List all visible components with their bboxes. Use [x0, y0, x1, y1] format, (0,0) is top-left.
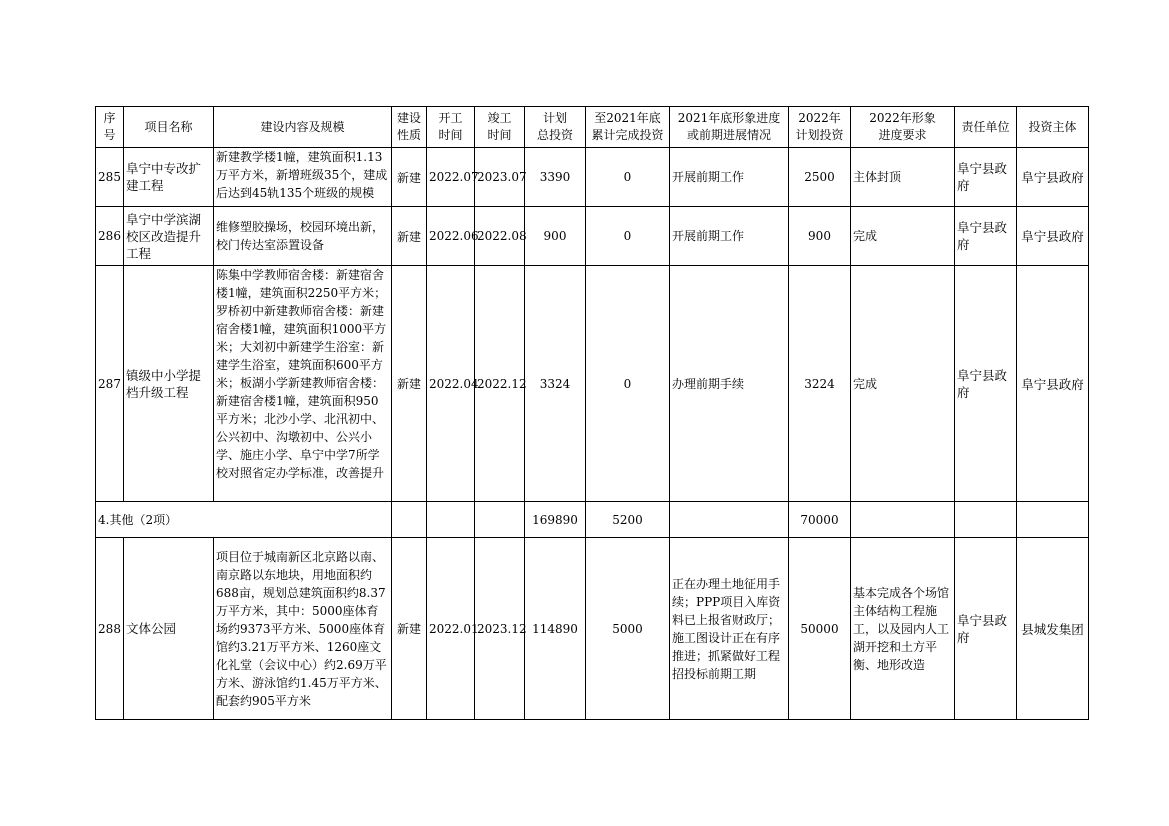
cell-finish: 2022.12: [475, 266, 525, 502]
investment-plan-table: [95, 106, 1089, 720]
header-finish: 竣工 时间: [475, 107, 525, 148]
cell-no: 286: [96, 207, 124, 266]
cell-unit: 阜宁县政府: [955, 538, 1017, 720]
cell-content: 新建教学楼1幢，建筑面积1.13万平方米，新增班级35个，建成后达到45轨135个班级的规模: [214, 148, 392, 207]
cell-name: 文体公园: [124, 538, 214, 720]
section-label: 4.其他（2项）: [96, 502, 392, 538]
section-empty: [955, 502, 1017, 538]
cell-done-2021: 0: [586, 148, 670, 207]
cell-done-2021: 0: [586, 207, 670, 266]
cell-done-2021: 5000: [586, 538, 670, 720]
cell-nature: 新建: [392, 538, 427, 720]
cell-no: 285: [96, 148, 124, 207]
cell-req-2022: 主体封顶: [851, 148, 955, 207]
cell-plan-total: 3390: [525, 148, 586, 207]
cell-plan-2022: 900: [789, 207, 851, 266]
cell-name: 阜宁中学滨湖校区改造提升工程: [124, 207, 214, 266]
cell-finish: 2022.08: [475, 207, 525, 266]
header-progress-2021: 2021年底形象进度 或前期进展情况: [670, 107, 789, 148]
cell-finish: 2023.07: [475, 148, 525, 207]
cell-owner: 县城发集团: [1017, 538, 1089, 720]
header-req-2022: 2022年形象 进度要求: [851, 107, 955, 148]
cell-plan-total: 900: [525, 207, 586, 266]
cell-owner: 阜宁县政府: [1017, 207, 1089, 266]
section-empty: [851, 502, 955, 538]
table-row: [96, 266, 1089, 502]
cell-content: 维修塑胶操场，校园环境出新，校门传达室添置设备: [214, 207, 392, 266]
table-header-row: [96, 107, 1089, 148]
cell-start: 2022.01: [427, 538, 475, 720]
cell-unit: 阜宁县政府: [955, 148, 1017, 207]
cell-content: 项目位于城南新区北京路以南、南京路以东地块，用地面积约688亩，规划总建筑面积约8.37万平方米，其中：5000座体育场约9373平方米、5000座体育馆约3.21万平方米、1260座文化礼堂（会议中心）约2.69万平方米、游泳馆约1.45万平方米、配套约905平方米: [214, 538, 392, 720]
header-done-2021: 至2021年底 累计完成投资: [586, 107, 670, 148]
header-name: 项目名称: [124, 107, 214, 148]
header-owner: 投资主体: [1017, 107, 1089, 148]
cell-plan-total: 114890: [525, 538, 586, 720]
section-plan-2022: 70000: [789, 502, 851, 538]
section-plan-total: 169890: [525, 502, 586, 538]
header-plan-2022: 2022年 计划投资: [789, 107, 851, 148]
cell-owner: 阜宁县政府: [1017, 148, 1089, 207]
cell-start: 2022.04: [427, 266, 475, 502]
cell-progress-2021: 办理前期手续: [670, 266, 789, 502]
header-start: 开工 时间: [427, 107, 475, 148]
cell-content: 陈集中学教师宿舍楼：新建宿舍楼1幢，建筑面积2250平方米；罗桥初中新建教师宿舍楼：新建宿舍楼1幢，建筑面积1000平方米；大刘初中新建学生浴室：新建学生浴室，建筑面积600平方米；板湖小学新建教师宿舍楼：新建宿舍楼1幢，建筑面积950平方米；北沙小学、北汛初中、公兴初中、沟墩初中、公兴小学、施庄小学、阜宁中学7所学校对照省定办学标准，改善提升: [214, 266, 392, 502]
table-row: [96, 538, 1089, 720]
cell-no: 287: [96, 266, 124, 502]
header-no: 序 号: [96, 107, 124, 148]
cell-name: 镇级中小学提档升级工程: [124, 266, 214, 502]
header-nature: 建设 性质: [392, 107, 427, 148]
cell-start: 2022.06: [427, 207, 475, 266]
cell-unit: 阜宁县政府: [955, 266, 1017, 502]
cell-req-2022: 完成: [851, 207, 955, 266]
section-empty: [475, 502, 525, 538]
cell-owner: 阜宁县政府: [1017, 266, 1089, 502]
header-content: 建设内容及规模: [214, 107, 392, 148]
section-empty: [427, 502, 475, 538]
cell-nature: 新建: [392, 148, 427, 207]
cell-progress-2021: 开展前期工作: [670, 148, 789, 207]
cell-no: 288: [96, 538, 124, 720]
section-empty: [670, 502, 789, 538]
section-empty: [392, 502, 427, 538]
header-unit: 责任单位: [955, 107, 1017, 148]
cell-start: 2022.07: [427, 148, 475, 207]
cell-nature: 新建: [392, 207, 427, 266]
cell-nature: 新建: [392, 266, 427, 502]
cell-plan-2022: 50000: [789, 538, 851, 720]
section-done-2021: 5200: [586, 502, 670, 538]
table-row: [96, 207, 1089, 266]
cell-req-2022: 基本完成各个场馆主体结构工程施工，以及园内人工湖开挖和土方平衡、地形改造: [851, 538, 955, 720]
cell-plan-total: 3324: [525, 266, 586, 502]
cell-progress-2021: 开展前期工作: [670, 207, 789, 266]
section-empty: [1017, 502, 1089, 538]
section-row: [96, 502, 1089, 538]
cell-unit: 阜宁县政府: [955, 207, 1017, 266]
cell-done-2021: 0: [586, 266, 670, 502]
cell-progress-2021: 正在办理土地征用手续；PPP项目入库资料已上报省财政厅；施工图设计正在有序推进；抓紧做好工程招投标前期工期: [670, 538, 789, 720]
cell-plan-2022: 3224: [789, 266, 851, 502]
header-plan-total: 计划 总投资: [525, 107, 586, 148]
cell-name: 阜宁中专改扩建工程: [124, 148, 214, 207]
cell-req-2022: 完成: [851, 266, 955, 502]
cell-finish: 2023.12: [475, 538, 525, 720]
cell-plan-2022: 2500: [789, 148, 851, 207]
table-row: [96, 148, 1089, 207]
